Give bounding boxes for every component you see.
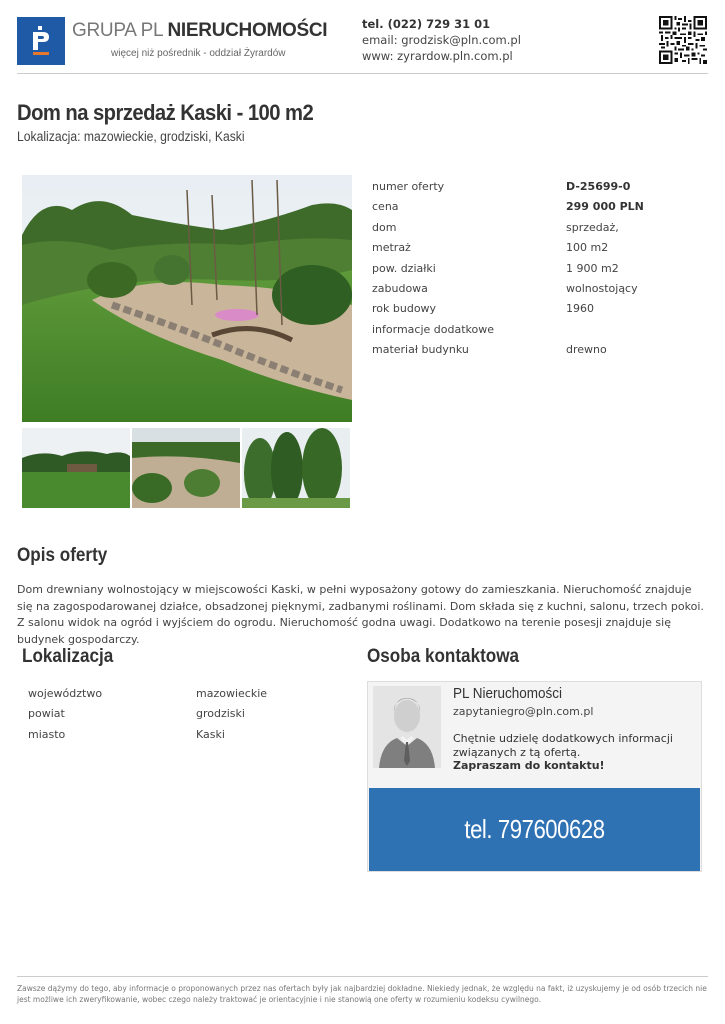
listing-title: Dom na sprzedaż Kaski - 100 m2 bbox=[17, 100, 314, 125]
footer-divider bbox=[17, 976, 708, 977]
spec-value: D-25699-0 bbox=[566, 180, 631, 193]
spec-label: cena bbox=[372, 200, 399, 214]
pl-logo-mark bbox=[29, 26, 53, 56]
agent-cta: Zapraszam do kontaktu! bbox=[453, 759, 605, 772]
office-contact bbox=[362, 16, 521, 64]
agent-note bbox=[453, 732, 693, 773]
spec-row-offer-number bbox=[372, 177, 708, 197]
spec-value: wolnostojący bbox=[566, 281, 638, 295]
location-label: województwo bbox=[28, 687, 103, 700]
spec-value: drewno bbox=[566, 343, 607, 357]
footer-disclaimer: Zawsze dążymy do tego, aby informacje o proponowanych przez nas ofertach były jak najbardziej dokładne. Niekiedy jednak, że względu na fakt, iż uzyskujemy je od osób trzecich nie jest możliwe ich zweryfikowanie, wobec czego należy traktować je orientacyjnie i nie stanowią one oferty w rozumieniu kodeksu cywilnego. bbox=[17, 984, 707, 1004]
contact-heading: Osoba kontaktowa bbox=[367, 646, 520, 667]
brand-bold: NIERUCHOMOŚCI bbox=[167, 20, 328, 41]
location-heading: Lokalizacja bbox=[22, 646, 114, 667]
spec-label: materiał budynku bbox=[372, 343, 469, 357]
spec-row-area bbox=[372, 238, 708, 258]
description-text: Dom drewniany wolnostojący w miejscowości Kaski, w pełni wyposażony gotowy do zamieszkania. Nieruchomość znajduje się na zagospodarowanej działce, obsadzonej pięknymi, zadbanymi roślinami. Dom składa się z kuchni, salonu, trzech pokoi. Z salonu widok na ogród i wyjściem do ogrodu. Nieruchomość godna uwagi. Dodatkowo na terenie posesji znajduje się budynek gospodarczy. bbox=[17, 583, 704, 646]
agent-name: PL Nieruchomości bbox=[453, 685, 563, 702]
location-row-county bbox=[28, 704, 328, 724]
spec-table bbox=[372, 177, 708, 361]
office-website[interactable]: www: zyrardow.pln.com.pl bbox=[362, 49, 513, 63]
spec-value: 1960 bbox=[566, 302, 594, 316]
spec-row-year-built bbox=[372, 299, 708, 319]
location-table bbox=[28, 684, 328, 745]
agent-note-text: Chętnie udzielę dodatkowych informacji związanych z tą ofertą. bbox=[453, 732, 673, 759]
location-row-town bbox=[28, 725, 328, 745]
spec-row-plot-area bbox=[372, 259, 708, 279]
main-photo[interactable] bbox=[22, 175, 352, 422]
spec-value: 299 000 PLN bbox=[566, 200, 644, 214]
location-row-voivodeship bbox=[28, 684, 328, 704]
location-value: Kaski bbox=[196, 727, 225, 741]
spec-label: dom bbox=[372, 220, 397, 234]
contact-card bbox=[367, 681, 702, 872]
spec-value: 1 900 m2 bbox=[566, 261, 619, 275]
office-email[interactable]: email: grodzisk@pln.com.pl bbox=[362, 33, 521, 47]
phone-banner[interactable] bbox=[369, 788, 700, 871]
description-heading: Opis oferty bbox=[17, 545, 108, 566]
location-value: mazowieckie bbox=[196, 687, 268, 700]
thumbnail-photo-3[interactable] bbox=[242, 428, 350, 508]
brand-prefix: GRUPA PL bbox=[72, 20, 168, 41]
thumbnail-photo-1[interactable] bbox=[22, 428, 130, 508]
spec-value: sprzedaż, bbox=[566, 220, 619, 234]
spec-row-additional-info bbox=[372, 320, 708, 340]
spec-label: pow. działki bbox=[372, 261, 436, 275]
pl-logo-icon[interactable] bbox=[17, 17, 65, 65]
agent-email[interactable]: zapytaniegro@pln.com.pl bbox=[453, 705, 594, 718]
agent-phone[interactable]: tel. 797600628 bbox=[464, 814, 605, 844]
spec-row-type bbox=[372, 218, 708, 238]
spec-label: numer oferty bbox=[372, 180, 445, 193]
office-phone[interactable]: tel. (022) 729 31 01 bbox=[362, 17, 491, 31]
spec-row-material bbox=[372, 340, 708, 360]
location-label: powiat bbox=[28, 707, 65, 721]
location-label: miasto bbox=[28, 727, 66, 741]
spec-label: zabudowa bbox=[372, 281, 428, 295]
spec-label: metraż bbox=[372, 241, 411, 255]
brand-tagline: więcej niż pośrednik - oddział Żyrardów bbox=[111, 48, 286, 59]
agent-avatar bbox=[373, 686, 441, 768]
qr-code-icon bbox=[659, 16, 707, 64]
spec-label: informacje dodatkowe bbox=[372, 322, 495, 336]
listing-location: Lokalizacja: mazowieckie, grodziski, Kaski bbox=[17, 129, 245, 144]
spec-value: 100 m2 bbox=[566, 241, 609, 255]
spec-label: rok budowy bbox=[372, 302, 437, 316]
header-divider bbox=[17, 73, 708, 74]
thumbnail-photo-2[interactable] bbox=[132, 428, 240, 508]
spec-row-building-type bbox=[372, 279, 708, 299]
spec-row-price bbox=[372, 197, 708, 217]
location-value: grodziski bbox=[196, 707, 245, 721]
brand-name bbox=[72, 20, 327, 42]
